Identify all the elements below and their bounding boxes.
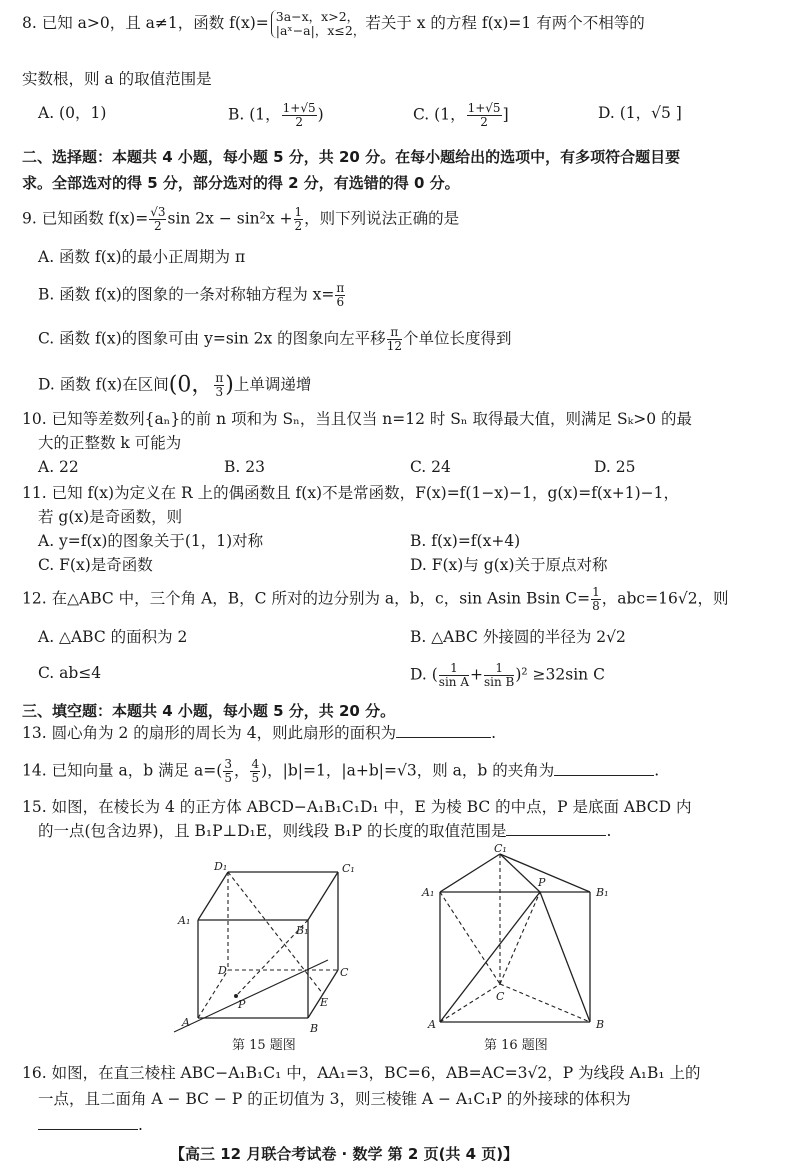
edge-cb-hidden	[500, 984, 590, 1022]
q11-stem-line2: 若 g(x)是奇函数，则	[38, 508, 183, 526]
q16-answer-blank[interactable]	[38, 1115, 138, 1130]
segment-c1p	[500, 854, 540, 892]
segment-a1c-hidden	[440, 892, 500, 984]
label-b: B	[310, 1022, 319, 1035]
q10-stem-line1: 10. 已知等差数列{aₙ}的前 n 项和为 Sₙ，当且仅当 n=12 时 Sₙ 取得最大值，则满足 Sₖ>0 的最	[22, 410, 693, 428]
q12-option-a: A. △ABC 的面积为 2	[38, 628, 188, 646]
q9-option-d: D. 函数 f(x)在区间(0， $\frac{\pi}{3}$ )上单调递增	[38, 371, 312, 399]
q15-stem-line2: 的一点(包含边界)，且 B₁P⊥D₁E，则线段 B₁P 的长度的取值范围是 .	[38, 822, 612, 840]
piecewise-brace: 3a−x，x>2， |aˣ−a|，x≤2，	[271, 10, 366, 38]
label-p: P	[538, 876, 546, 889]
label-p: P	[238, 998, 246, 1011]
segment-bp	[540, 892, 590, 1022]
q9-stem: 9. 已知函数 f(x)= $\frac{√3}{2}$ sin 2x − sin²x + $\frac{1}{2}$ ，则下列说法正确的是	[22, 205, 460, 233]
q12-option-d: D. ( $\frac{1}{\text{sin A}}$ + $\frac{1}{\text{sin B}}$ )² ≥32sin C	[410, 661, 605, 689]
segment-cp-hidden	[500, 892, 540, 984]
label-e: E	[320, 996, 329, 1009]
q9-option-a: A. 函数 f(x)的最小正周期为 π	[38, 248, 246, 266]
q9-option-c: C. 函数 f(x)的图象可由 y=sin 2x 的图象向左平移 $\frac{\pi}{12}$ 个单位长度得到	[38, 325, 512, 353]
section2-header-line2: 求。全部选对的得 5 分，部分选对的得 2 分，有选错的得 0 分。	[22, 174, 460, 192]
q8-option-a: A. (0，1)	[38, 104, 107, 122]
q10-option-d: D. 25	[594, 458, 636, 476]
q10-option-b: B. 23	[224, 458, 265, 476]
q8-option-b: B. (1， $\frac{1+√5}{2}$ )	[228, 101, 324, 129]
edge-a1c1	[440, 854, 500, 892]
q13-answer-blank[interactable]	[396, 723, 491, 738]
q11-stem-line1: 11. 已知 f(x)为定义在 R 上的偶函数且 f(x)不是常函数，F(x)=f(1−x)−1，g(x)=f(x+1)−1，	[22, 484, 679, 502]
label-a1: A₁	[178, 914, 191, 927]
section3-header: 三、填空题：本题共 4 小题，每小题 5 分，共 20 分。	[22, 702, 396, 720]
label-b: B	[596, 1018, 605, 1031]
label-b1: B₁	[596, 886, 609, 899]
label-a: A	[428, 1018, 436, 1031]
q8-option-c: C. (1， $\frac{1+√5}{2}$ ]	[413, 101, 509, 129]
q11-option-d: D. F(x)与 g(x)关于原点对称	[410, 556, 608, 574]
page-footer: 【高三 12 月联合考试卷 · 数学 第 2 页(共 4 页)】	[170, 1145, 519, 1163]
q10-option-a: A. 22	[38, 458, 79, 476]
figure-15-caption: 第 15 题图	[232, 1038, 296, 1053]
q12-option-c: C. ab≤4	[38, 664, 102, 682]
segment-ap	[440, 892, 540, 1022]
edge-a1d1	[198, 872, 228, 920]
segment-extension	[174, 960, 328, 1032]
label-d1: D₁	[214, 860, 228, 873]
q8-stem-line1: 8. 已知 a>0，且 a≠1，函数 f(x)= 3a−x，x>2， |aˣ−a|，x≤2， 若关于 x 的方程 f(x)=1 有两个不相等的	[22, 9, 645, 38]
q9-option-b: B. 函数 f(x)的图象的一条对称轴方程为 x= $\frac{\pi}{6}$	[38, 281, 345, 309]
label-a: A	[182, 1016, 190, 1029]
q10-option-c: C. 24	[410, 458, 451, 476]
q8-options	[38, 102, 774, 129]
q11-option-b: B. f(x)=f(x+4)	[410, 532, 521, 550]
section2-header-line1: 二、选择题：本题共 4 小题，每小题 5 分，共 20 分。在每小题给出的选项中，有多项符合题目要	[22, 148, 681, 166]
segment-d1e	[228, 872, 323, 994]
q8-stem-line2: 实数根，则 a 的取值范围是	[22, 70, 212, 88]
q15-stem-line1: 15. 如图，在棱长为 4 的正方体 ABCD−A₁B₁C₁D₁ 中，E 为棱 BC 的中点，P 是底面 ABCD 内	[22, 798, 692, 816]
q16-stem-line1: 16. 如图，在直三棱柱 ABC−A₁B₁C₁ 中，AA₁=3，BC=6，AB=AC=3√2，P 为线段 A₁B₁ 上的	[22, 1064, 701, 1082]
q14-stem: 14. 已知向量 a，b 满足 a=( $\frac{3}{5}$ ， $\frac{4}{5}$ )，|b|=1，|a+b|=√3，则 a，b 的夹角为 .	[22, 757, 660, 785]
q12-stem: 12. 在△ABC 中，三个角 A，B，C 所对的边分别为 a，b，c，sin Asin Bsin C= $\frac{1}{8}$ ，abc=16√2，则	[22, 585, 729, 613]
q11-option-a: A. y=f(x)的图象关于(1，1)对称	[38, 532, 264, 550]
figure-15-cube	[168, 850, 368, 1035]
label-c1: C₁	[494, 842, 507, 855]
label-a1: A₁	[422, 886, 435, 899]
q14-answer-blank[interactable]	[554, 761, 654, 776]
q11-option-c: C. F(x)是奇函数	[38, 556, 153, 574]
q16-stem-line2: 一点，且二面角 A − BC − P 的正切值为 3，则三棱锥 A − A₁C₁P 的外接球的体积为	[38, 1090, 631, 1108]
edge-ad-hidden	[198, 970, 228, 1018]
label-d: D	[218, 964, 227, 977]
q12-option-b: B. △ABC 外接圆的半径为 2√2	[410, 628, 626, 646]
q8-option-d: D. (1，√5 ]	[598, 104, 682, 122]
q10-stem-line2: 大的正整数 k 可能为	[38, 434, 182, 452]
q13-stem: 13. 圆心角为 2 的扇形的周长为 4，则此扇形的面积为 .	[22, 724, 497, 742]
q16-answer-line: .	[38, 1114, 143, 1136]
edge-ac-hidden	[440, 984, 500, 1022]
q15-answer-blank[interactable]	[506, 821, 606, 836]
figure-16-prism	[418, 842, 618, 1032]
label-c: C	[496, 990, 505, 1003]
label-b1: B₁	[296, 924, 309, 937]
label-c: C	[340, 966, 349, 979]
figure-16-caption: 第 16 题图	[484, 1038, 548, 1053]
edge-b1c1	[308, 872, 338, 920]
label-c1: C₁	[342, 862, 355, 875]
